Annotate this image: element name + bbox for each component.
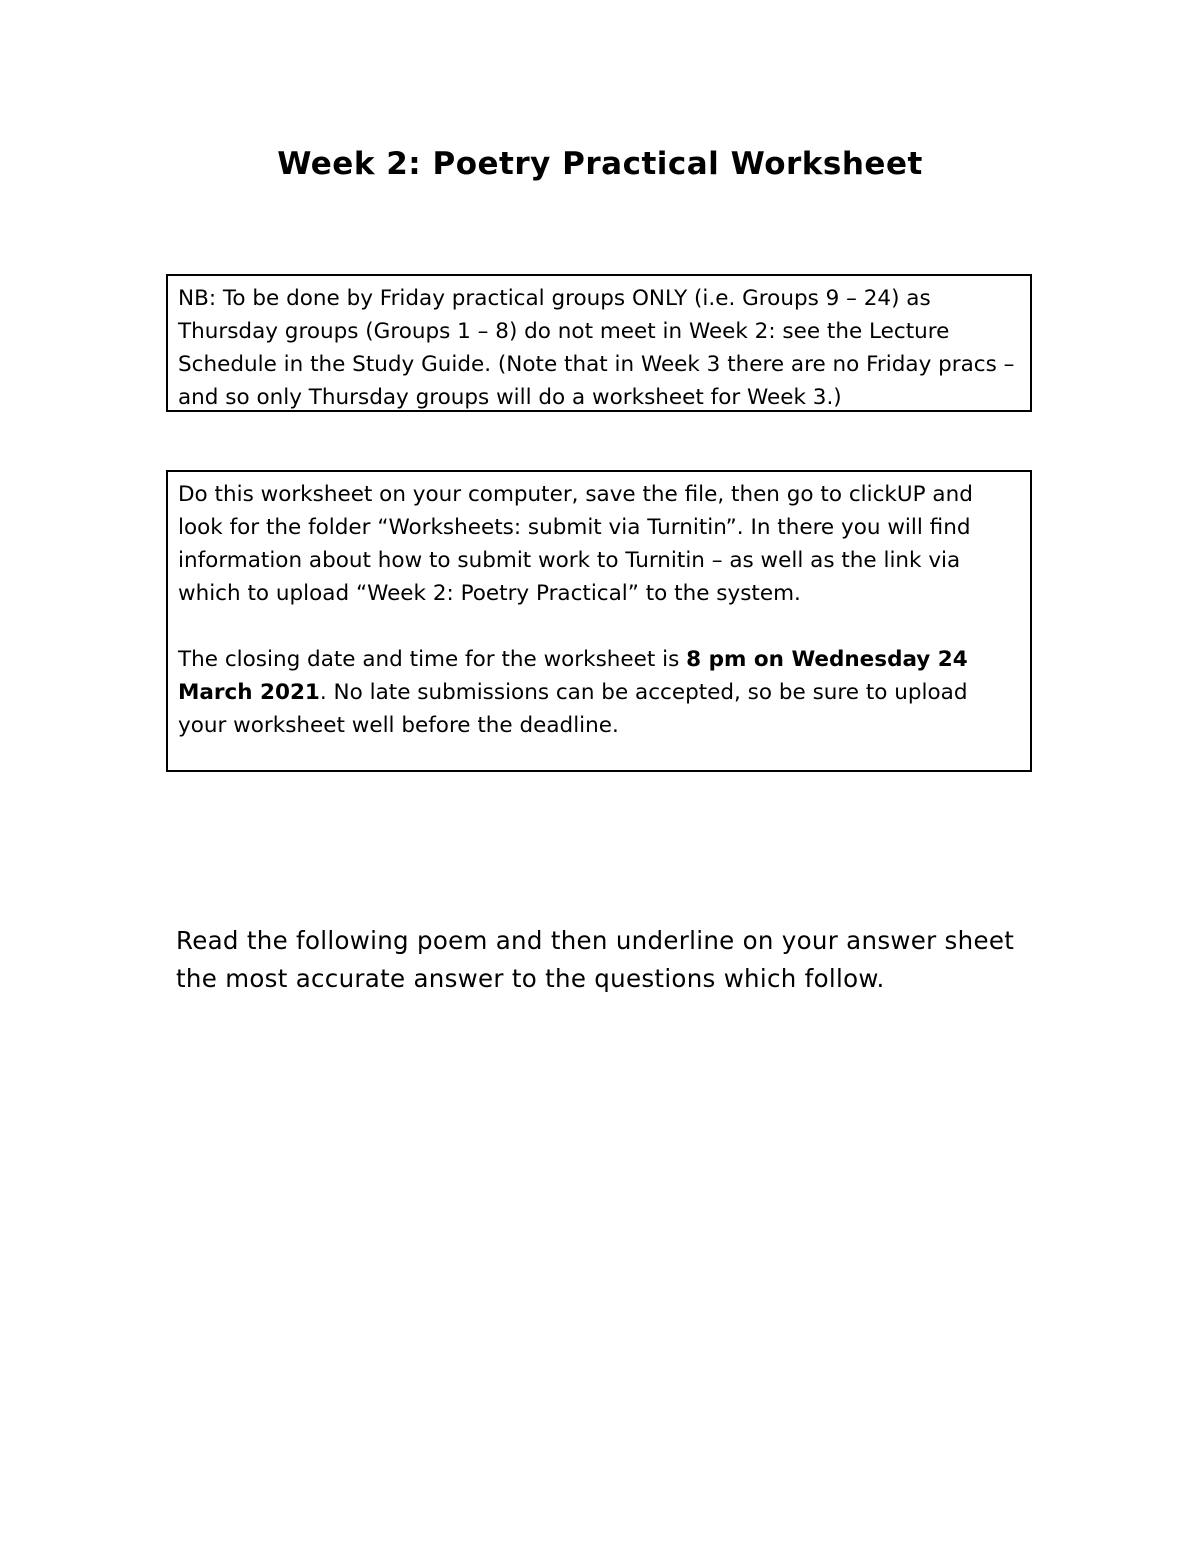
deadline-date: 8 pm on Wednesday 24 March 2021 — [178, 647, 968, 705]
nb-notice-text: NB: To be done by Friday practical groups ONLY (i.e. Groups 9 – 24) as Thursday groups (Groups 1 – 8) do not meet in Week 2: see the Lecture Schedule in the Study Guide. (Note that in Week 3 there are no Friday pracs – and so only Thursday groups will do a worksheet for Week 3.) — [178, 286, 1015, 410]
submission-info-box — [166, 470, 1032, 772]
nb-notice-box — [166, 274, 1032, 412]
deadline-prefix: The closing date and time for the worksheet is — [178, 647, 687, 672]
deadline-paragraph — [178, 643, 1020, 742]
deadline-suffix: . No late submissions can be accepted, so be sure to upload your worksheet well before the deadline. — [178, 680, 968, 738]
submission-instructions: Do this worksheet on your computer, save the file, then go to clickUP and look for the folder “Worksheets: submit via Turnitin”. In there you will find information about how to submit work to Turnitin – as well as the link via which to upload “Week 2: Poetry Practical” to the system. — [178, 482, 973, 606]
page-title: Week 2: Poetry Practical Worksheet — [277, 146, 923, 182]
reading-instruction: Read the following poem and then underline on your answer sheet the most accurate answer to the questions which follow. — [176, 926, 1015, 993]
